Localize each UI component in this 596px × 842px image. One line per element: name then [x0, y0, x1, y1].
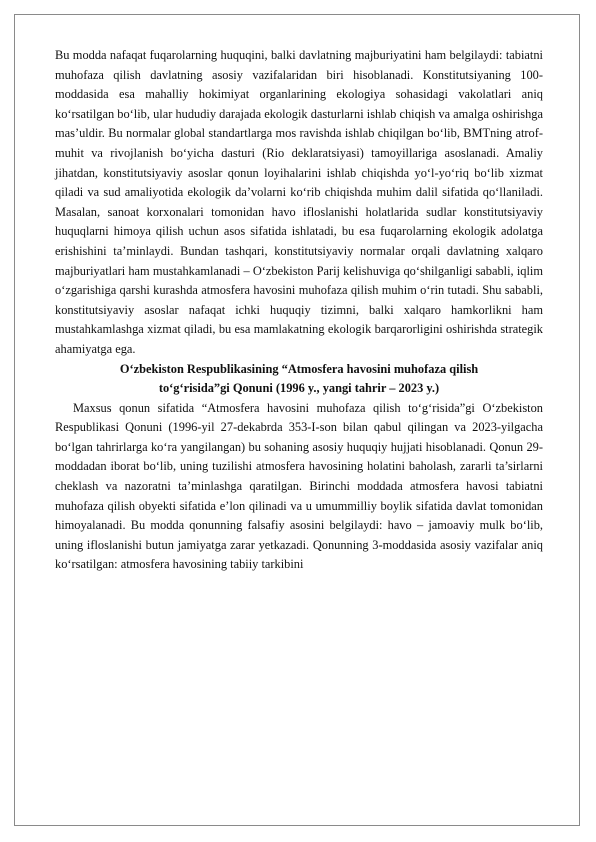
- paragraph-air-protection-law: Maxsus qonun sifatida “Atmosfera havosini muhofaza qilish to‘g‘risida”gi O‘zbekiston Respublikasi Qonuni (1996-yil 27-dekabrda 353-I-son bilan qabul qilingan va 2023-yilgacha bo‘lgan tahrirlarga ko‘ra yangilangan) bu sohaning asosiy huquqiy hujjati hisoblanadi. Qonun 29-moddadan iborat bo‘lib, uning tuzilishi atmosfera havosining holatini baholash, zararli ta’sirlarni cheklash va nazoratni ta’minlashga qaratilgan. Birinchi moddada atmosfera havosi tabiatni muhofaza qilish obyekti sifatida e’lon qilinadi va u umummilliy boylik sifatida davlat tomonidan himoyalanadi. Bu modda qonunning falsafiy asosini belgilaydi: havo – jamoaviy mulk bo‘lib, uning ifloslanishi butun jamiyatga zarar yetkazadi. Qonunning 3-moddasida asosiy vazifalar aniq ko‘rsatilgan: atmosfera havosining tabiiy tarkibini: [55, 400, 543, 572]
- paragraph-constitutional-basis: Bu modda nafaqat fuqarolarning huquqini, balki davlatning majburiyatini ham belgilaydi: tabiatni muhofaza qilish davlatning asosiy vazifalaridan biri hisoblanadi. Konstitutsiyaning 100-moddasida esa mahalliy hokimiyat organlarining ekologiya sohasidagi vakolatlari aniq ko‘rsatilgan bo‘lib, ular hududiy darajada ekologik dasturlarni ishlab chiqish va amalga oshirishga mas’uldir. Bu normalar global standartlarga mos ravishda ishlab chiqilgan bo‘lib, BMTning atrof-muhit va rivojlanish bo‘yicha dasturi (Rio deklaratsiyasi) tamoyillariga asoslanadi. Amaliy jihatdan, konstitutsiyaviy asoslar qonun loyihalarini ishlab chiqishda yo‘l-yo‘riq bo‘lib xizmat qiladi va sud amaliyotida ekologik da’volarni ko‘rib chiqishda muhim dalil sifatida qo‘llaniladi. Masalan, sanoat korxonalari tomonidan havo ifloslanishi holatlarida sudlar konstitutsiyaviy huquqlarni himoya qilish uchun asos sifatida ishlatadi, bu esa fuqarolarning ekologik adolatga erishishini ta’minlaydi. Bundan tashqari, konstitutsiyaviy normalar orqali davlatning xalqaro majburiyatlari ham mustahkamlanadi – O‘zbekiston Parij kelishuviga qo‘shilganligi sababli, iqlim o‘zgarishiga qarshi kurashda atmosfera havosini muhofaza qilish muhim o‘rin tutadi. Shu sababli, konstitutsiyaviy asoslar nafaqat ichki huquqiy tizimni, balki xalqaro hamkorlikni ham mustahkamlashga xizmat qiladi, bu esa mamlakatning ekologik barqarorligini oshirishda strategik ahamiyatga ega.: [55, 48, 543, 356]
- section-heading-line-2: to‘g‘risida”gi Qonuni (1996 y., yangi tahrir – 2023 y.): [158, 381, 440, 396]
- document-body: [55, 46, 543, 575]
- section-heading-line-1: O‘zbekiston Respublikasining “Atmosfera havosini muhofaza qilish: [119, 361, 479, 376]
